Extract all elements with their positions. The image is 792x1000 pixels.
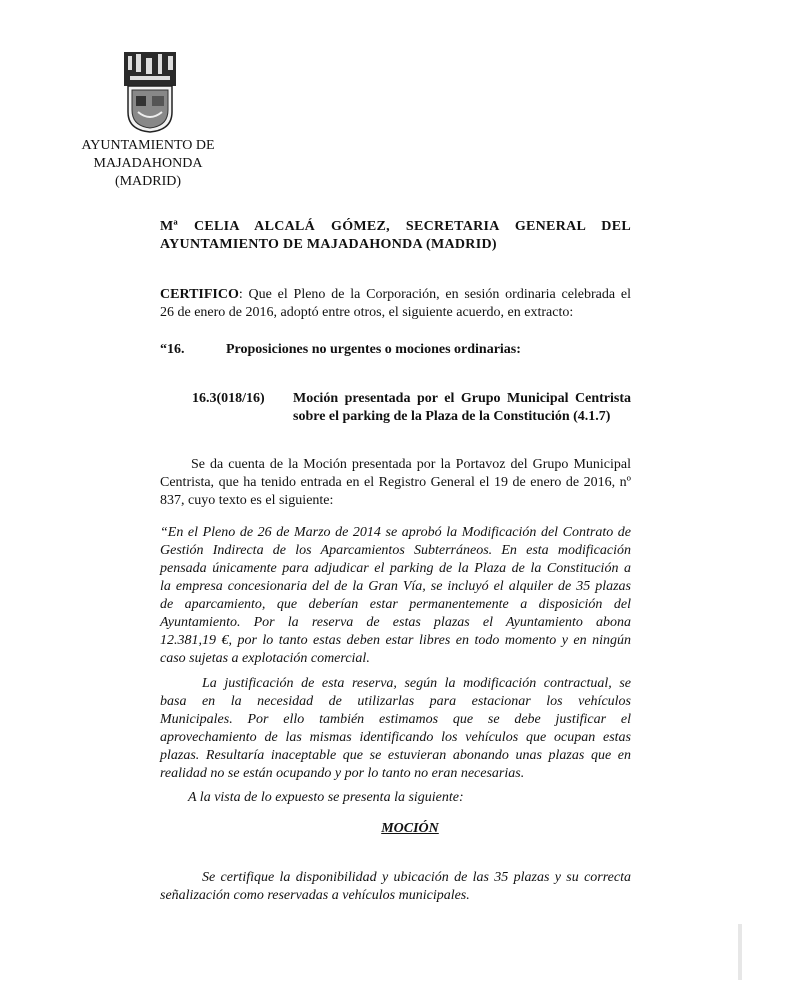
paragraph-line: 837, cuyo texto es el siguiente: (160, 493, 334, 508)
motion-title-line: Moción presentada por el Grupo Municipal Centrista (293, 391, 631, 406)
paragraph-line: pensada únicamente para adjudicar el parking de la Plaza de la Constitución a (160, 561, 631, 576)
section-number: “16. (160, 342, 185, 357)
paragraph-line: La justificación de esta reserva, según la modificación contractual, se (202, 676, 631, 691)
paragraph-line: Gestión Indirecta de los Aparcamientos Subterráneos. En esta modificación (160, 543, 631, 558)
paragraph-line: Centrista, que ha tenido entrada en el Registro General el 19 de enero de 2016, nº (160, 475, 631, 490)
coat-of-arms-logo (122, 50, 178, 134)
page-edge-mark (738, 924, 742, 980)
section-heading (160, 342, 631, 358)
paragraph-line: de aparcamiento, que deberían estar permanentemente a disposición del (160, 597, 631, 612)
account-paragraph (160, 456, 631, 510)
motion-resolution (160, 869, 631, 905)
paragraph-line: 12.381,19 €, por lo tanto estas deben estar libres en todo momento y en ningún (160, 633, 631, 648)
paragraph-line: basa en la necesidad de utilizarlas para estacionar los vehículos (160, 694, 631, 709)
signatory-line: AYUNTAMIENTO DE MAJADAHONDA (MADRID) (160, 237, 497, 252)
certification-text: 26 de enero de 2016, adoptó entre otros, el siguiente acuerdo, en extracto: (160, 305, 574, 320)
paragraph-line: plazas. Resultaría inaceptable que se estuvieran abonando unas plazas que en (160, 748, 631, 763)
section-title: Proposiciones no urgentes o mociones ordinarias: (226, 342, 521, 357)
signatory-heading (160, 218, 631, 254)
motion-label: MOCIÓN (381, 821, 439, 836)
paragraph-line: “En el Pleno de 26 de Marzo de 2014 se aprobó la Modificación del Contrato de (160, 525, 631, 540)
municipality-line: (MADRID) (114, 174, 182, 189)
paragraph-line: caso sujetas a explotación comercial. (160, 651, 370, 666)
motion-number: 16.3(018/16) (192, 391, 265, 406)
quote-paragraph-1 (160, 524, 631, 668)
municipality-line: MAJADAHONDA (93, 156, 203, 171)
signatory-line: Mª CELIA ALCALÁ GÓMEZ, SECRETARIA GENERAL DEL (160, 219, 631, 234)
municipality-name (60, 137, 236, 191)
certification-paragraph (160, 286, 631, 322)
certification-label: CERTIFICO (160, 287, 239, 302)
paragraph-line: señalización como reservadas a vehículos municipales. (160, 888, 470, 903)
certification-text: : Que el Pleno de la Corporación, en sesión ordinaria celebrada el (238, 287, 631, 302)
paragraph-line: realidad no se están ocupando y por lo tanto no eran necesarias. (160, 766, 525, 781)
paragraph-line: Se certifique la disponibilidad y ubicación de las 35 plazas y su correcta (202, 870, 631, 885)
municipality-line: AYUNTAMIENTO DE (81, 138, 215, 153)
paragraph-line: Ayuntamiento. Por la reserva de estas plazas el Ayuntamiento abona (160, 615, 631, 630)
motion-title-line: sobre el parking de la Plaza de la Constitución (4.1.7) (293, 409, 611, 424)
paragraph-line: Municipales. Por ello también estimamos que se debe justificar el (160, 712, 631, 727)
paragraph-line: la empresa concesionaria del de la Gran Vía, se incluyó el alquiler de 35 plazas (160, 579, 631, 594)
motion-intro: A la vista de lo expuesto se presenta la siguiente: (188, 790, 464, 805)
paragraph-line: Se da cuenta de la Moción presentada por la Portavoz del Grupo Municipal (191, 457, 631, 472)
paragraph-line: aprovechamiento de las mismas identificando los vehículos que ocupan estas (160, 730, 631, 745)
quote-paragraph-2 (160, 675, 631, 783)
